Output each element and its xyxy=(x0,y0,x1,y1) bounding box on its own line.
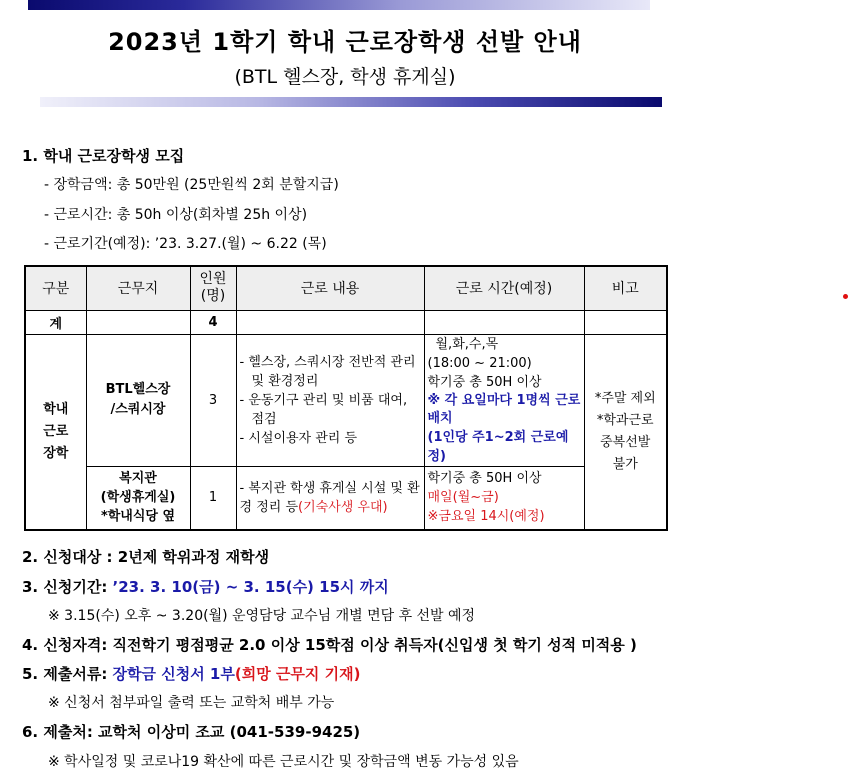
total-empty-cell xyxy=(236,310,424,334)
workplace-welfare-hall: 복지관 (학생휴게실) *학내식당 옆 xyxy=(86,466,190,530)
header-category: 구분 xyxy=(25,266,86,310)
page-subtitle: (BTL 헬스장, 학생 휴게실) xyxy=(234,66,456,88)
section5-note: ※ 신청서 첨부파일 출력 또는 교학처 배부 가능 xyxy=(48,695,335,711)
page-title: 2023년 1학기 학내 근로장학생 선발 안내 xyxy=(108,28,582,56)
remark-line: 중복선발 xyxy=(600,434,651,450)
headcount-welfare: 1 xyxy=(190,466,236,530)
duties-welfare xyxy=(236,466,424,530)
total-empty-cell xyxy=(584,310,667,334)
hours-welfare xyxy=(424,466,584,530)
table-total-row xyxy=(25,310,667,334)
duties-btl xyxy=(236,334,424,466)
section1-heading: 1. 학내 근로장학생 모집 xyxy=(22,147,185,165)
duty-item: - 운동기구 관리 및 비품 대여, 점검 xyxy=(239,392,408,427)
section1-item-hours: - 근로시간: 총 50h 이상(회차별 25h 이상) xyxy=(44,207,308,223)
section6-note: ※ 학사일정 및 코로나19 확산에 따른 근로시간 및 장학금액 변동 가능성 있음 xyxy=(48,754,519,770)
hours-days-red: 매일(월~금) xyxy=(427,490,499,506)
duty-text: - 복지관 학생 휴게실 시설 및 환경 정리 등 xyxy=(239,480,420,515)
header-remark: 비고 xyxy=(584,266,667,310)
hours-btl xyxy=(424,334,584,466)
section2-eligibility: 2. 신청대상 : 2년제 학위과정 재학생 xyxy=(22,548,270,566)
section1-item-period: - 근로기간(예정): ’23. 3.27.(월) ~ 6.22 (목) xyxy=(44,236,327,252)
headcount-btl: 3 xyxy=(190,334,236,466)
hours-total: 학기중 총 50H 이상 xyxy=(427,471,542,487)
work-schedule-table xyxy=(24,265,668,531)
header-bottom-gradient-bar xyxy=(40,97,662,107)
header-duties: 근로 내용 xyxy=(236,266,424,310)
total-count: 4 xyxy=(190,310,236,334)
section3-label: 3. 신청기간: xyxy=(22,578,113,596)
hours-note-blue-2: (1인당 주1~2회 근로예정) xyxy=(427,429,569,464)
section6-submission: 6. 제출처: 교학처 이상미 조교 (041-539-9425) xyxy=(22,723,361,741)
section3-period xyxy=(22,576,389,597)
section3-value: ’23. 3. 10(금) ~ 3. 15(수) 15시 까지 xyxy=(112,578,389,596)
table-header-row xyxy=(25,266,667,310)
remark-line: *학과근로 xyxy=(596,412,654,428)
section4-qualification: 4. 신청자격: 직전학기 평점평균 2.0 이상 15학점 이상 취득자(신입생 첫 학기 성적 미적용 ) xyxy=(22,636,637,654)
header-hours: 근로 시간(예정) xyxy=(424,266,584,310)
header-headcount: 인원 (명) xyxy=(190,266,236,310)
header-top-gradient-bar xyxy=(28,0,650,10)
hours-total: 학기중 총 50H 이상 xyxy=(427,374,542,390)
remark-cell xyxy=(584,334,667,530)
remark-line: *주말 제외 xyxy=(594,390,656,406)
table-row xyxy=(25,466,667,530)
hours-days: 월,화,수,목 xyxy=(435,336,499,352)
duty-item: - 헬스장, 스쿼시장 전반적 관리 및 환경정리 xyxy=(239,354,416,389)
hours-note-blue: ※ 각 요일마다 1명씩 근로 배치 xyxy=(427,392,581,426)
section1-item-amount: - 장학금액: 총 50만원 (25만원씩 2회 분할지급) xyxy=(44,177,339,193)
section3-note: ※ 3.15(수) 오후 ~ 3.20(월) 운영담당 교수님 개별 면담 후 선발 예정 xyxy=(48,608,476,624)
group-label: 학내 근로 장학 xyxy=(25,334,86,530)
red-marker-dot xyxy=(843,294,848,299)
duty-preference-note: (기숙사생 우대) xyxy=(298,499,388,515)
section5-value-red: (희망 근무지 기재) xyxy=(234,665,361,683)
header-workplace: 근무지 xyxy=(86,266,190,310)
hours-friday-note: ※금요일 14시(예정) xyxy=(427,509,545,525)
hours-range: (18:00 ~ 21:00) xyxy=(427,355,532,371)
section5-label: 5. 제출서류: xyxy=(22,665,113,683)
section5-value-blue: 장학금 신청서 1부 xyxy=(112,665,235,683)
workplace-btl-gym: BTL헬스장 /스쿼시장 xyxy=(86,334,190,466)
total-empty-cell xyxy=(86,310,190,334)
total-label: 계 xyxy=(25,310,86,334)
remark-line: 불가 xyxy=(612,456,638,472)
total-empty-cell xyxy=(424,310,584,334)
table-row xyxy=(25,334,667,466)
duty-item: - 시설이용자 관리 등 xyxy=(239,430,358,446)
section5-documents xyxy=(22,663,360,684)
